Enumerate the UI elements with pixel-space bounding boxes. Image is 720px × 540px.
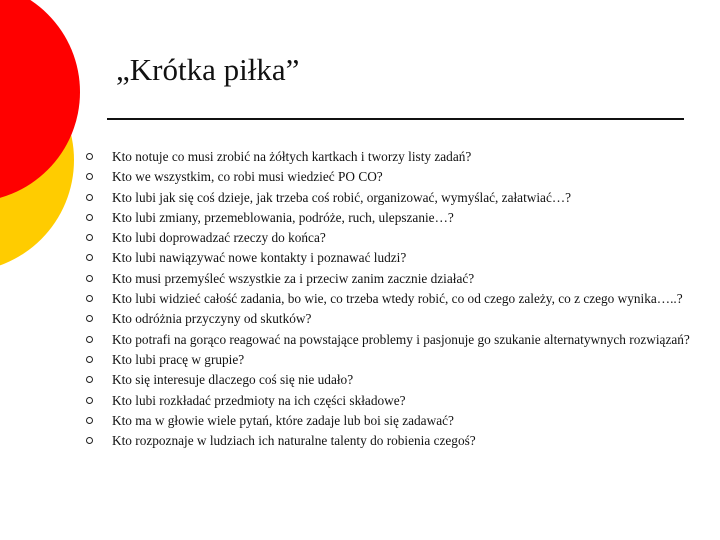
list-item <box>86 189 716 206</box>
bullet-text: Kto lubi jak się coś dzieje, jak trzeba coś robić, organizować, wymyślać, załatwiać…? <box>112 189 572 205</box>
list-item <box>86 371 716 388</box>
bullet-circle-icon <box>86 371 112 388</box>
bullet-circle-icon <box>86 168 112 185</box>
list-item <box>86 351 716 368</box>
list-item <box>86 432 716 449</box>
bullet-circle-icon <box>86 412 112 429</box>
list-item <box>86 290 716 307</box>
bullet-text: Kto lubi widzieć całość zadania, bo wie, co trzeba wtedy robić, co od czego zależy, co z czego wynika…..? <box>112 291 683 307</box>
bullet-circle-icon <box>86 229 112 246</box>
list-item <box>86 412 716 429</box>
list-item <box>86 229 716 246</box>
bullet-circle-icon <box>86 148 112 165</box>
bullet-circle-icon <box>86 290 112 307</box>
list-item <box>86 249 716 266</box>
bullet-text: Kto się interesuje dlaczego coś się nie udało? <box>112 372 354 388</box>
bullet-text: Kto musi przemyśleć wszystkie za i przeciw zanim zacznie działać? <box>112 270 475 286</box>
list-item <box>86 310 716 327</box>
bullet-text: Kto lubi nawiązywać nowe kontakty i poznawać ludzi? <box>112 250 407 266</box>
bullet-text: Kto lubi zmiany, przemeblowania, podróże, ruch, ulepszanie…? <box>112 209 454 225</box>
bullet-text: Kto we wszystkim, co robi musi wiedzieć PO CO? <box>112 169 383 185</box>
list-item <box>86 148 716 165</box>
list-item <box>86 331 716 348</box>
slide-title: „Krótka piłka” <box>116 52 300 87</box>
bullet-list <box>86 148 716 452</box>
bullet-circle-icon <box>86 432 112 449</box>
bullet-circle-icon <box>86 392 112 409</box>
bullet-text: Kto lubi rozkładać przedmioty na ich części składowe? <box>112 392 406 408</box>
bullet-circle-icon <box>86 270 112 287</box>
bullet-circle-icon <box>86 249 112 266</box>
bullet-circle-icon <box>86 331 112 348</box>
bullet-circle-icon <box>86 189 112 206</box>
title-underline <box>107 118 684 120</box>
list-item <box>86 209 716 226</box>
bullet-circle-icon <box>86 310 112 327</box>
bullet-text: Kto notuje co musi zrobić na żółtych kartkach i tworzy listy zadań? <box>112 149 472 164</box>
bullet-text: Kto ma w głowie wiele pytań, które zadaje lub boi się zadawać? <box>112 412 454 428</box>
bullet-text: Kto potrafi na gorąco reagować na powstające problemy i pasjonuje go szukanie alternatywnych rozwiązań? <box>112 331 690 347</box>
bullet-text: Kto rozpoznaje w ludziach ich naturalne talenty do robienia czegoś? <box>112 433 476 449</box>
list-item <box>86 392 716 409</box>
list-item <box>86 168 716 185</box>
list-item <box>86 270 716 287</box>
bullet-text: Kto lubi pracę w grupie? <box>112 351 245 367</box>
bullet-text: Kto lubi doprowadzać rzeczy do końca? <box>112 230 326 246</box>
bullet-circle-icon <box>86 209 112 226</box>
bullet-text: Kto odróżnia przyczyny od skutków? <box>112 311 312 327</box>
bullet-circle-icon <box>86 351 112 368</box>
